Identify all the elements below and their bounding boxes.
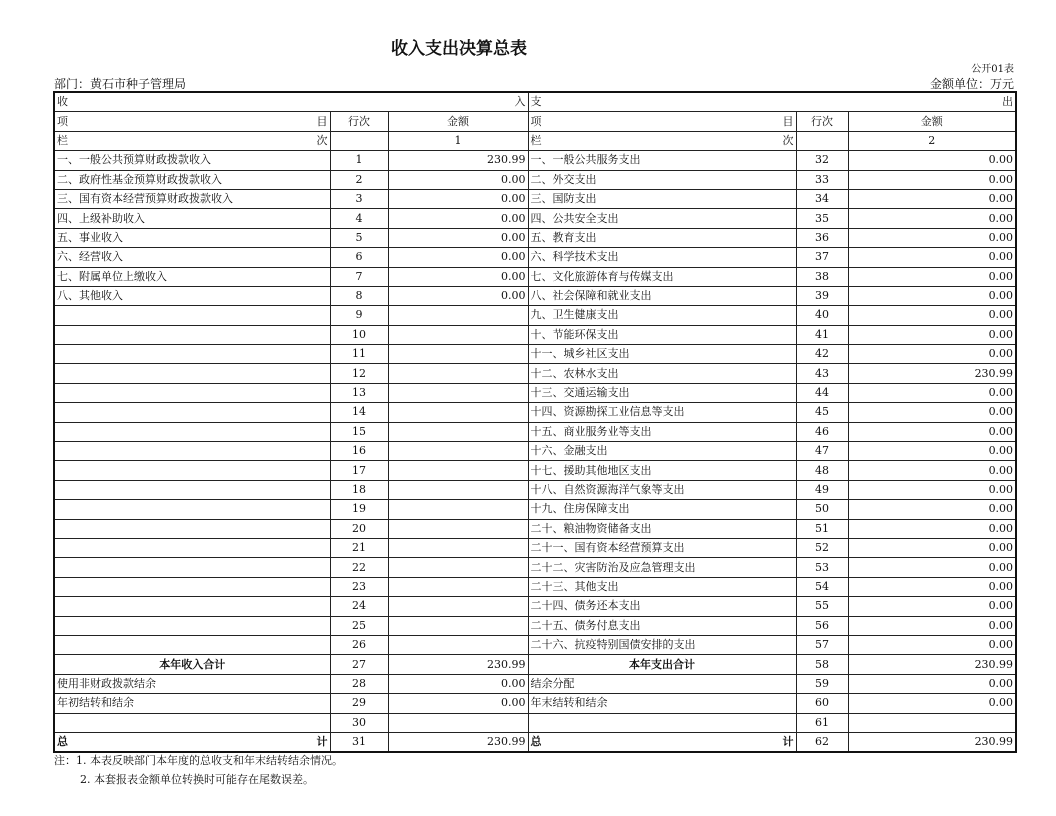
income-row-no: 30 xyxy=(330,713,388,732)
income-item: 八、其他收入 xyxy=(54,286,330,305)
expense-total-row-no: 62 xyxy=(796,732,848,752)
table-row xyxy=(54,345,1016,364)
expense-row-no: 57 xyxy=(796,635,848,654)
expense-row-no: 60 xyxy=(796,694,848,713)
expense-item: 二十四、债务还本支出 xyxy=(528,597,796,616)
income-item xyxy=(54,635,330,654)
expense-row-no: 51 xyxy=(796,519,848,538)
expense-row-no: 41 xyxy=(796,325,848,344)
income-amount xyxy=(388,383,528,402)
income-amount xyxy=(388,635,528,654)
expense-amount-header: 金额 xyxy=(848,112,1016,131)
income-total-amount: 230.99 xyxy=(388,732,528,752)
income-col-blank xyxy=(330,131,388,150)
expense-amount: 0.00 xyxy=(848,674,1016,693)
income-item: 年初结转和结余 xyxy=(54,694,330,713)
income-row-no: 23 xyxy=(330,577,388,596)
expense-item xyxy=(528,713,796,732)
income-row-no: 13 xyxy=(330,383,388,402)
income-item xyxy=(54,364,330,383)
expense-amount: 0.00 xyxy=(848,422,1016,441)
expense-amount: 0.00 xyxy=(848,461,1016,480)
income-row-no: 26 xyxy=(330,635,388,654)
income-item xyxy=(54,403,330,422)
table-row xyxy=(54,616,1016,635)
expense-amount: 0.00 xyxy=(848,267,1016,286)
expense-amount: 0.00 xyxy=(848,635,1016,654)
income-amount xyxy=(388,364,528,383)
table-row xyxy=(54,383,1016,402)
income-amount xyxy=(388,558,528,577)
income-amount xyxy=(388,713,528,732)
income-item: 三、国有资本经营预算财政拨款收入 xyxy=(54,189,330,208)
table-row xyxy=(54,170,1016,189)
expense-section-header: 支 出 xyxy=(528,92,1016,112)
expense-item: 本年支出合计 xyxy=(528,655,796,674)
income-row-no: 22 xyxy=(330,558,388,577)
income-section-header: 收 入 xyxy=(54,92,528,112)
expense-amount: 0.00 xyxy=(848,248,1016,267)
expense-item: 二十六、抗疫特别国债安排的支出 xyxy=(528,635,796,654)
table-row xyxy=(54,442,1016,461)
income-row-no: 5 xyxy=(330,228,388,247)
footnotes xyxy=(54,751,343,789)
expense-item: 八、社会保障和就业支出 xyxy=(528,286,796,305)
income-total-label: 总 计 xyxy=(54,732,330,752)
expense-item: 十四、资源勘探工业信息等支出 xyxy=(528,403,796,422)
income-row-no: 10 xyxy=(330,325,388,344)
income-item xyxy=(54,597,330,616)
table-row xyxy=(54,500,1016,519)
table-row xyxy=(54,558,1016,577)
income-amount xyxy=(388,480,528,499)
income-amount xyxy=(388,306,528,325)
income-row-no: 3 xyxy=(330,189,388,208)
income-amount xyxy=(388,442,528,461)
expense-amount: 0.00 xyxy=(848,577,1016,596)
expense-item: 十五、商业服务业等支出 xyxy=(528,422,796,441)
income-row-no: 27 xyxy=(330,655,388,674)
expense-amount: 0.00 xyxy=(848,286,1016,305)
expense-item: 四、公共安全支出 xyxy=(528,209,796,228)
table-row xyxy=(54,325,1016,344)
expense-amount: 0.00 xyxy=(848,403,1016,422)
expense-item: 七、文化旅游体育与传媒支出 xyxy=(528,267,796,286)
expense-amount: 0.00 xyxy=(848,345,1016,364)
expense-item: 二十二、灾害防治及应急管理支出 xyxy=(528,558,796,577)
expense-col-index: 2 xyxy=(848,131,1016,150)
income-item xyxy=(54,577,330,596)
amount-unit-label: 金额单位：万元 xyxy=(929,77,1014,91)
expense-item: 一、一般公共服务支出 xyxy=(528,151,796,170)
income-amount: 0.00 xyxy=(388,228,528,247)
expense-amount: 230.99 xyxy=(848,655,1016,674)
income-amount xyxy=(388,345,528,364)
income-amount xyxy=(388,325,528,344)
table-row xyxy=(54,364,1016,383)
income-row-no: 9 xyxy=(330,306,388,325)
income-amount: 230.99 xyxy=(388,151,528,170)
table-row xyxy=(54,694,1016,713)
income-amount xyxy=(388,403,528,422)
footnote-2: 2. 本套报表金额单位转换时可能存在尾数误差。 xyxy=(80,773,314,786)
income-row-no: 19 xyxy=(330,500,388,519)
expense-row-no: 47 xyxy=(796,442,848,461)
table-row xyxy=(54,267,1016,286)
subtotal-row xyxy=(54,655,1016,674)
expense-row-no: 55 xyxy=(796,597,848,616)
expense-row-no: 50 xyxy=(796,500,848,519)
expense-row-no: 42 xyxy=(796,345,848,364)
income-item: 本年收入合计 xyxy=(54,655,330,674)
income-col-index: 1 xyxy=(388,131,528,150)
income-amount xyxy=(388,538,528,557)
income-row-no: 20 xyxy=(330,519,388,538)
header-row-column-index xyxy=(54,131,1016,150)
header-row-columns xyxy=(54,112,1016,131)
income-item xyxy=(54,325,330,344)
expense-row-no: 35 xyxy=(796,209,848,228)
income-item xyxy=(54,383,330,402)
income-row-no: 21 xyxy=(330,538,388,557)
income-item: 六、经营收入 xyxy=(54,248,330,267)
income-total-row-no: 31 xyxy=(330,732,388,752)
income-row-no: 4 xyxy=(330,209,388,228)
income-amount xyxy=(388,519,528,538)
expense-item: 十、节能环保支出 xyxy=(528,325,796,344)
expense-row-no: 44 xyxy=(796,383,848,402)
income-item xyxy=(54,713,330,732)
expense-amount: 0.00 xyxy=(848,538,1016,557)
income-row-no: 28 xyxy=(330,674,388,693)
expense-item: 三、国防支出 xyxy=(528,189,796,208)
expense-row-no: 61 xyxy=(796,713,848,732)
income-item xyxy=(54,500,330,519)
income-amount-header: 金额 xyxy=(388,112,528,131)
expense-amount: 0.00 xyxy=(848,694,1016,713)
table-row xyxy=(54,538,1016,557)
table-row xyxy=(54,635,1016,654)
income-row-no: 18 xyxy=(330,480,388,499)
income-row-no: 25 xyxy=(330,616,388,635)
expense-row-no: 32 xyxy=(796,151,848,170)
expense-item: 十二、农林水支出 xyxy=(528,364,796,383)
income-amount: 0.00 xyxy=(388,209,528,228)
income-row-no: 15 xyxy=(330,422,388,441)
income-item xyxy=(54,422,330,441)
table-row xyxy=(54,519,1016,538)
expense-total-amount: 230.99 xyxy=(848,732,1016,752)
income-row-no: 11 xyxy=(330,345,388,364)
expense-item: 十七、援助其他地区支出 xyxy=(528,461,796,480)
income-row-no: 29 xyxy=(330,694,388,713)
income-item: 七、附属单位上缴收入 xyxy=(54,267,330,286)
expense-amount: 0.00 xyxy=(848,189,1016,208)
expense-amount: 0.00 xyxy=(848,383,1016,402)
expense-item: 九、卫生健康支出 xyxy=(528,306,796,325)
expense-amount: 0.00 xyxy=(848,519,1016,538)
income-item xyxy=(54,538,330,557)
expense-row-no-header: 行次 xyxy=(796,112,848,131)
table-row xyxy=(54,151,1016,170)
table-row xyxy=(54,403,1016,422)
income-amount xyxy=(388,422,528,441)
income-amount: 0.00 xyxy=(388,674,528,693)
table-row xyxy=(54,209,1016,228)
income-amount xyxy=(388,597,528,616)
income-item xyxy=(54,480,330,499)
footnote-1: 注：1. 本表反映部门本年度的总收支和年末结转结余情况。 xyxy=(54,754,343,767)
expense-row-no: 40 xyxy=(796,306,848,325)
expense-item: 五、教育支出 xyxy=(528,228,796,247)
expense-amount: 0.00 xyxy=(848,209,1016,228)
income-col-label: 栏 次 xyxy=(54,131,330,150)
expense-row-no: 53 xyxy=(796,558,848,577)
income-row-no: 14 xyxy=(330,403,388,422)
income-item: 一、一般公共预算财政拨款收入 xyxy=(54,151,330,170)
expense-row-no: 48 xyxy=(796,461,848,480)
expense-amount: 0.00 xyxy=(848,616,1016,635)
expense-item: 十六、金融支出 xyxy=(528,442,796,461)
table-row xyxy=(54,597,1016,616)
income-amount: 0.00 xyxy=(388,286,528,305)
income-amount xyxy=(388,461,528,480)
income-amount: 0.00 xyxy=(388,248,528,267)
expense-row-no: 33 xyxy=(796,170,848,189)
income-row-no-header: 行次 xyxy=(330,112,388,131)
expense-item: 十三、交通运输支出 xyxy=(528,383,796,402)
income-row-no: 24 xyxy=(330,597,388,616)
expense-amount: 0.00 xyxy=(848,228,1016,247)
header-row-section xyxy=(54,92,1016,112)
expense-row-no: 36 xyxy=(796,228,848,247)
expense-total-label: 总 计 xyxy=(528,732,796,752)
expense-col-blank xyxy=(796,131,848,150)
expense-item: 二十五、债务付息支出 xyxy=(528,616,796,635)
expense-row-no: 52 xyxy=(796,538,848,557)
expense-item: 年末结转和结余 xyxy=(528,694,796,713)
income-row-no: 7 xyxy=(330,267,388,286)
expense-item: 十一、城乡社区支出 xyxy=(528,345,796,364)
expense-item-header: 项 目 xyxy=(528,112,796,131)
table-row xyxy=(54,713,1016,732)
income-row-no: 1 xyxy=(330,151,388,170)
income-item xyxy=(54,442,330,461)
income-item xyxy=(54,345,330,364)
table-row xyxy=(54,228,1016,247)
income-row-no: 17 xyxy=(330,461,388,480)
expense-row-no: 46 xyxy=(796,422,848,441)
income-amount: 230.99 xyxy=(388,655,528,674)
income-item: 四、上级补助收入 xyxy=(54,209,330,228)
income-item: 使用非财政拨款结余 xyxy=(54,674,330,693)
expense-row-no: 39 xyxy=(796,286,848,305)
income-row-no: 6 xyxy=(330,248,388,267)
expense-item: 六、科学技术支出 xyxy=(528,248,796,267)
expense-amount: 0.00 xyxy=(848,558,1016,577)
table-row xyxy=(54,286,1016,305)
expense-item: 二、外交支出 xyxy=(528,170,796,189)
expense-col-label: 栏 次 xyxy=(528,131,796,150)
income-item: 二、政府性基金预算财政拨款收入 xyxy=(54,170,330,189)
expense-row-no: 45 xyxy=(796,403,848,422)
income-item xyxy=(54,558,330,577)
income-item xyxy=(54,519,330,538)
expense-amount: 0.00 xyxy=(848,325,1016,344)
table-row xyxy=(54,577,1016,596)
expense-item: 结余分配 xyxy=(528,674,796,693)
expense-row-no: 37 xyxy=(796,248,848,267)
expense-item: 二十三、其他支出 xyxy=(528,577,796,596)
expense-amount: 0.00 xyxy=(848,480,1016,499)
income-item: 五、事业收入 xyxy=(54,228,330,247)
form-number: 公开01表 xyxy=(971,64,1014,75)
income-row-no: 12 xyxy=(330,364,388,383)
table-row xyxy=(54,480,1016,499)
expense-row-no: 54 xyxy=(796,577,848,596)
income-amount: 0.00 xyxy=(388,170,528,189)
expense-row-no: 49 xyxy=(796,480,848,499)
income-amount: 0.00 xyxy=(388,189,528,208)
page-title: 收入支出决算总表 xyxy=(391,39,527,59)
table-row xyxy=(54,422,1016,441)
expense-row-no: 38 xyxy=(796,267,848,286)
income-amount: 0.00 xyxy=(388,267,528,286)
income-row-no: 2 xyxy=(330,170,388,189)
income-expense-table xyxy=(53,91,1017,753)
income-item xyxy=(54,306,330,325)
income-item-header: 项 目 xyxy=(54,112,330,131)
expense-amount: 0.00 xyxy=(848,170,1016,189)
income-item xyxy=(54,461,330,480)
table-row xyxy=(54,674,1016,693)
income-amount xyxy=(388,500,528,519)
income-item xyxy=(54,616,330,635)
table-row xyxy=(54,189,1016,208)
total-row xyxy=(54,732,1016,752)
income-amount xyxy=(388,616,528,635)
income-amount xyxy=(388,577,528,596)
expense-item: 二十一、国有资本经营预算支出 xyxy=(528,538,796,557)
expense-amount: 0.00 xyxy=(848,151,1016,170)
expense-amount: 230.99 xyxy=(848,364,1016,383)
expense-amount: 0.00 xyxy=(848,442,1016,461)
income-row-no: 8 xyxy=(330,286,388,305)
expense-amount: 0.00 xyxy=(848,500,1016,519)
expense-row-no: 56 xyxy=(796,616,848,635)
income-row-no: 16 xyxy=(330,442,388,461)
expense-amount: 0.00 xyxy=(848,597,1016,616)
expense-item: 十八、自然资源海洋气象等支出 xyxy=(528,480,796,499)
expense-row-no: 43 xyxy=(796,364,848,383)
expense-item: 二十、粮油物资储备支出 xyxy=(528,519,796,538)
expense-row-no: 34 xyxy=(796,189,848,208)
expense-amount xyxy=(848,713,1016,732)
table-row xyxy=(54,306,1016,325)
expense-row-no: 58 xyxy=(796,655,848,674)
expense-row-no: 59 xyxy=(796,674,848,693)
income-amount: 0.00 xyxy=(388,694,528,713)
expense-item: 十九、住房保障支出 xyxy=(528,500,796,519)
table-row xyxy=(54,461,1016,480)
department-label: 部门：黄石市种子管理局 xyxy=(54,77,187,91)
table-row xyxy=(54,248,1016,267)
expense-amount: 0.00 xyxy=(848,306,1016,325)
